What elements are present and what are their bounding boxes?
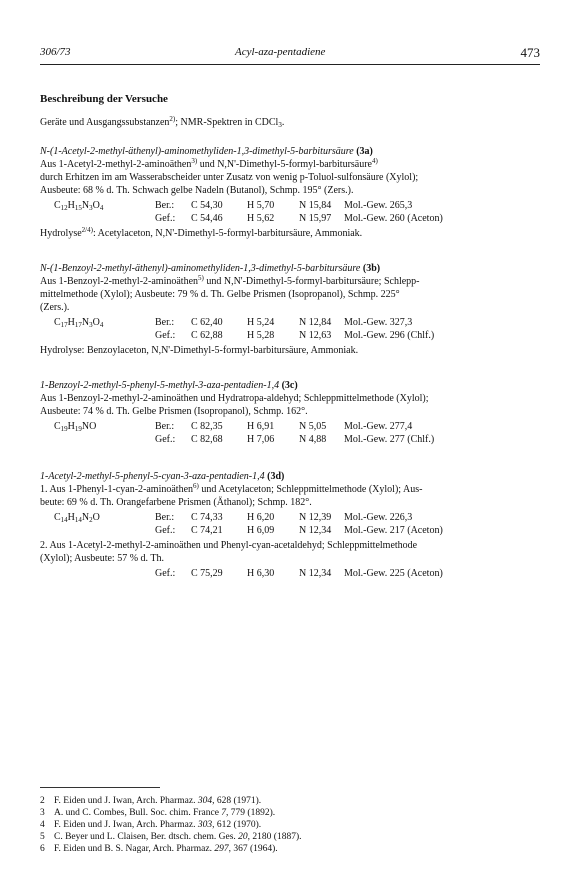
footnote: 3 A. und C. Combes, Bull. Soc. chim. France 7, 779 (1892). [40, 808, 276, 818]
compound-3a-analysis: $C_{12}H_{15}N_3O_4$ Ber.: C 54,30 H 5,70 N 15,84 Mol.-Gew. 265,3 Gef.: C 54,46 H 5,62 N 15,97 Mol.-Gew. 260 (Aceton) [54, 200, 443, 224]
compound-3c-line-2: Ausbeute: 74 % d. Th. Gelbe Prismen (Isopropanol), Schmp. 162°. [40, 406, 308, 417]
intro-paragraph: Geräte und Ausgangssubstanzen$^{2)}$; NMR-Spektren in CDCl$_3$. [40, 115, 285, 129]
compound-3c-line-1: Aus 1-Benzoyl-2-methyl-2-aminoäthen und Hydratropa-aldehyd; Schleppmittelmethode (Xylol); [40, 393, 429, 404]
header-rule [40, 64, 540, 65]
compound-3b-title: N-(1-Benzoyl-2-methyl-äthenyl)-aminomethyliden-1,3-dimethyl-5-barbitursäure (3b) [40, 263, 381, 274]
compound-3a-line-2: durch Erhitzen im am Wasserabscheider unter Zusatz von wenig p-Toluol-sulfonsäure (Xylol); [40, 172, 419, 183]
compound-3d-method-2-analysis: Gef.: C 75,29 H 6,30 N 12,34 Mol.-Gew. 225 (Aceton) [155, 568, 443, 579]
compound-3a-line-3: Ausbeute: 68 % d. Th. Schwach gelbe Nadeln (Butanol), Schmp. 195° (Zers.). [40, 185, 354, 196]
compound-3b-line-3: (Zers.). [40, 302, 70, 313]
section-heading: Beschreibung der Versuche [40, 93, 168, 105]
footnote: 2 F. Eiden und J. Iwan, Arch. Pharmaz. 304, 628 (1971). [40, 796, 262, 806]
page [40, 46, 540, 582]
compound-3a-hydrolysis: Hydrolyse$^{2/4)}$: Acetylaceton, N,N'-Dimethyl-5-formyl-barbitursäure, Ammoniak. [40, 226, 363, 239]
compound-3b-line-2: mittelmethode (Xylol); Ausbeute: 79 % d. Th. Gelbe Prismen (Isopropanol), Schmp. 225° [40, 289, 400, 300]
running-header [40, 46, 540, 62]
compound-3d-line-2: beute: 69 % d. Th. Orangefarbene Prismen (Äthanol); Schmp. 182°. [40, 497, 312, 508]
molecular-formula: $C_{19}H_{19}NO$ [54, 421, 97, 433]
compound-3c-analysis: $C_{19}H_{19}NO$ Ber.: C 82,35 H 6,91 N 5,05 Mol.-Gew. 277,4 Gef.: C 82,68 H 7,06 N 4,88 Mol.-Gew. 277 (Chlf.) [54, 421, 435, 445]
page-number: 473 [520, 45, 540, 60]
compound-3b-line-1: Aus 1-Benzoyl-2-methyl-2-aminoäthen$^{5)}$ und N,N'-Dimethyl-5-formyl-barbitursäure; Schlepp- [40, 274, 420, 287]
molecular-formula: $C_{14}H_{14}N_2O$ [54, 512, 100, 524]
compound-3a-title: N-(1-Acetyl-2-methyl-äthenyl)-aminomethyliden-1,3-dimethyl-5-barbitursäure (3a) [40, 146, 373, 157]
compound-3d-line-1: 1. Aus 1-Phenyl-1-cyan-2-aminoäthen$^{6)}$ und Acetylaceton; Schleppmittelmethode (Xylol); Aus- [40, 482, 423, 495]
footnote: 4 F. Eiden und J. Iwan, Arch. Pharmaz. 303, 612 (1970). [40, 820, 262, 830]
compound-3a-line-1: Aus 1-Acetyl-2-methyl-2-aminoäthen$^{3)}$ und N,N'-Dimethyl-5-formyl-barbitursäure$^{4)}$ [40, 157, 378, 170]
compound-3c-title: 1-Benzoyl-2-methyl-5-phenyl-5-methyl-3-aza-pentadien-1,4 (3c) [40, 380, 298, 391]
compound-3b-hydrolysis: Hydrolyse: Benzoylaceton, N,N'-Dimethyl-5-formyl-barbitursäure, Ammoniak. [40, 345, 359, 356]
compound-3d-method-2-line-2: (Xylol); Ausbeute: 57 % d. Th. [40, 553, 164, 564]
compound-3b-analysis: $C_{17}H_{17}N_3O_4$ Ber.: C 62,40 H 5,24 N 12,84 Mol.-Gew. 327,3 Gef.: C 62,88 H 5,28 N 12,63 Mol.-Gew. 296 (Chlf.) [54, 317, 435, 341]
running-title: Acyl-aza-pentadiene [235, 46, 326, 58]
compound-3d-method-2-line-1: 2. Aus 1-Acetyl-2-methyl-2-aminoäthen und Phenyl-cyan-acetaldehyd; Schleppmittelmethode [40, 540, 418, 551]
molecular-formula: $C_{17}H_{17}N_3O_4$ [54, 317, 104, 329]
journal-reference: 306/73 [40, 46, 71, 58]
footnotes [40, 795, 540, 855]
compound-3d-analysis: $C_{14}H_{14}N_2O$ Ber.: C 74,33 H 6,20 N 12,39 Mol.-Gew. 226,3 Gef.: C 74,21 H 6,09 N 12,34 Mol.-Gew. 217 (Aceton) [54, 512, 443, 536]
footnote: 6 F. Eiden und B. S. Nagar, Arch. Pharmaz. 297, 367 (1964). [40, 844, 278, 854]
compound-3d-title: 1-Acetyl-2-methyl-5-phenyl-5-cyan-3-aza-pentadien-1,4 (3d) [40, 471, 285, 482]
footnote: 5 C. Beyer und L. Claisen, Ber. dtsch. chem. Ges. 20, 2180 (1887). [40, 832, 302, 842]
molecular-formula: $C_{12}H_{15}N_3O_4$ [54, 200, 104, 212]
footnote-rule [40, 787, 160, 788]
